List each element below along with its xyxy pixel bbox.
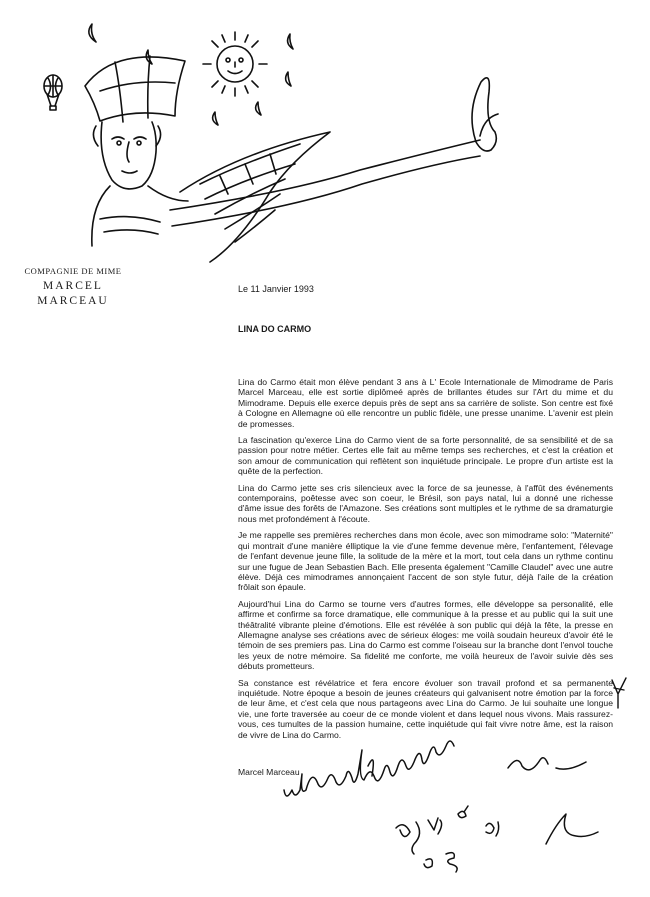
balloon-icon [44,75,62,110]
crescent-moon-icon [288,34,293,49]
letter-body [238,377,613,746]
crescent-moon-icon [89,24,96,42]
handwritten-signature-icon [276,738,606,878]
sun-face-icon [203,32,267,96]
founder-last-name: MARCEAU [37,295,109,307]
signer-name: Marcel Marceau [238,767,300,777]
handwritten-mark-icon [606,676,632,710]
letter-subject: LINA DO CARMO [238,324,312,334]
body-paragraph: Je me rappelle ses premières recherches dans mon école, avec son mimodrame solo: "Maternité" qui montrait d'une manière élliptique la vie d'une femme devenue mère, l'enfantement, l'élevage de l'enfant devenue jeune fille, la solitude de la mère et la mort, tout cela dans un rythme continu sur une fugue de Jean Sebastien Bach. Elle presenta également "Camille Claudel" avec une autre élève. Déjà ces mimodrames annonçaient l'accent de son style futur, déjà l'aile de la création frôlait son épaule. [238,530,613,593]
body-paragraph: Lina do Carmo était mon élève pendant 3 ans à L' Ecole Internationale de Mimodrame de Paris Marcel Marceau, elle est sortie diplômeé après de brillantes études sur l'Art du mime et du Mimodrame. Depuis elle exerce depuis près de sept ans sa carrière de soliste. Son centre est fixé à Cologne en Allemagne où elle rencontre un public fidèle, une presse unanime. L'avenir est plein de promesses. [238,377,613,429]
letter-date: Le 11 Janvier 1993 [238,284,314,294]
body-paragraph: Lina do Carmo jette ses cris silencieux avec la force de sa jeunesse, à l'affût des événements contemporains, poêtesse avec son coeur, le Brésil, son pays natal, lui a donné une richesse d'âme issue des forêts de l'Amazone. Ses créations sont multiples et le rythme de sa dramaturgie nous met profondément à l'écoute. [238,482,613,524]
harlequin-angel-illustration-icon [30,14,500,264]
founder-first-name: MARCEL [43,280,103,292]
company-label: COMPAGNIE DE MIME [24,266,122,276]
body-paragraph: Sa constance est révélatrice et fera encore évoluer son travail profond et sa permanente inquiétude. Notre époque a besoin de jeunes créateurs qui galvanisent notre émotion par la force de leur âme, et c'est cela que nous partageons avec Lina do Carmo. Je lui souhaite une longue vie, une forte traversée au coeur de ce monde violent et dans lequel nous vivons. Mais rassurez-vous, ces tumultes de la passion humaine, cette inquiétude qui fait vivre notre âme, est la raison de vivre de Lina do Carmo. [238,677,613,740]
body-paragraph: La fascination qu'exerce Lina do Carmo vient de sa forte personnalité, de sa sensibilité et de sa passion pour notre métier. Certes elle fait au même temps ses recherches, et c'est la création et son amour de communication qui reflètent son inquiétude principale. Le propre d'un artiste est la quête de la perfection. [238,435,613,477]
crescent-moon-icon [286,72,291,86]
body-paragraph: Aujourd'hui Lina do Carmo se tourne vers d'autres formes, elle développe sa personalité, elle affirme et confirme sa force dramatique, elle communique à la presse et au public qui la suit une théâtralité vibrante pleine d'émotions. Elle est révélée à son public qui déjà la fête, la presse en Allemagne analyse ses créations avec de sérieux éloges: me voilà soudain heureux d'avoir été le témoin de ses premiers pas. Lina do Carmo est comme l'oiseau sur la branche dont l'envol touche les yeux de notre mémoire. Sa fidelité me conforte, me voilà heureux de l'avoir suivie dès ses débuts prometteurs. [238,598,613,672]
letterhead [18,266,128,309]
crescent-moon-icon [213,112,218,125]
crescent-moon-icon [256,102,261,115]
